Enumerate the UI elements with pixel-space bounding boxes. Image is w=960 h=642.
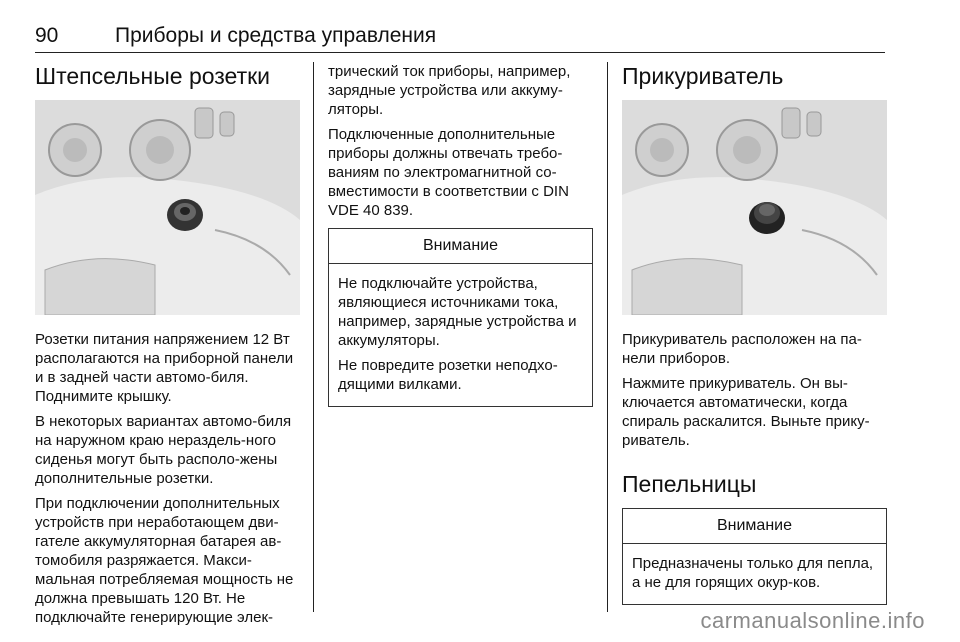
column-continued (328, 62, 593, 407)
notice-box (622, 508, 887, 605)
page-number: 90 (35, 24, 59, 47)
column-sockets (35, 62, 300, 633)
paragraph: При подключении дополнительных устройств при неработающем дви-гателе аккумуляторная батарея ав-томобиля разряжается. Макси-мальная потребляемая мощность не должна превышать 120 Вт. Не подключайте генерирующие элек- (35, 495, 294, 626)
section-heading-lighter: Прикуриватель (622, 63, 784, 89)
socket-illustration (35, 100, 300, 315)
notice-text: Не повредите розетки неподхо-дящими вилками. (338, 357, 558, 393)
notice-text: Не подключайте устройства, являющиеся источниками тока, например, зарядные устройства и аккумуляторы. (338, 275, 577, 349)
paragraph: В некоторых вариантах автомо-биля на наружном краю нераздель-ного сиденья могут быть располо-жены дополнительные розетки. (35, 413, 292, 487)
column-divider (607, 62, 608, 612)
notice-title: Внимание (329, 229, 592, 264)
lighter-illustration (622, 100, 887, 315)
paragraph: Подключенные дополнительные приборы должны отвечать требо-ваниям по электромагнитной со-вместимости в соответствии с DIN VDE 40 839. (328, 126, 569, 219)
section-heading-sockets: Штепсельные розетки (35, 63, 271, 89)
paragraph: трический ток приборы, например, зарядные устройства или аккуму-ляторы. (328, 63, 571, 118)
page-header (35, 22, 885, 53)
column-lighter (622, 62, 887, 605)
watermark[interactable]: carmanualsonline.info (700, 608, 925, 633)
column-divider (313, 62, 314, 612)
notice-text: Предназначены только для пепла, а не для горящих окур-ков. (632, 555, 874, 591)
section-heading-ashtrays: Пепельницы (622, 471, 757, 497)
notice-box (328, 228, 593, 407)
notice-title: Внимание (623, 509, 886, 544)
paragraph: Нажмите прикуриватель. Он вы-ключается автоматически, когда спираль раскалится. Выньте прику-риватель. (622, 375, 870, 449)
paragraph: Розетки питания напряжением 12 Вт располагаются на приборной панели и в задней части автомо-биля. Поднимите крышку. (35, 331, 294, 405)
running-title: Приборы и средства управления (115, 24, 437, 47)
paragraph: Прикуриватель расположен на па-нели приборов. (622, 331, 862, 367)
